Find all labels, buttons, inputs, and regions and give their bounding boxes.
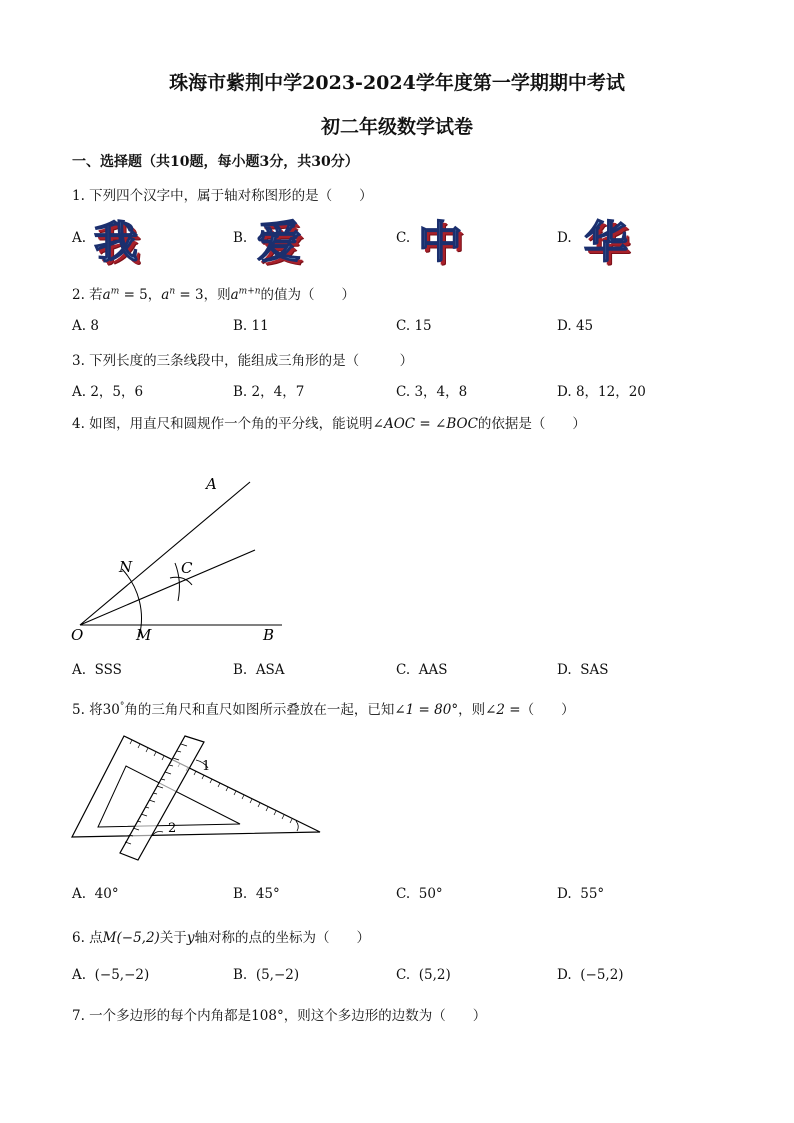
q3-option-b-label: B. [233, 384, 248, 400]
q2-sup-n: n [169, 286, 176, 297]
q1-option-a-label[interactable]: A. [72, 230, 87, 246]
q6-option-b-text: (5,−2) [255, 967, 300, 983]
q6-post: 轴对称的点的坐标为（ ） [194, 930, 370, 946]
q6-option-c-text: (5,2) [418, 967, 451, 983]
q3-option-a-label: A. [72, 384, 87, 400]
q6-option-a-text: (−5,−2) [94, 967, 150, 983]
label-a: A [206, 475, 217, 493]
q2-a-m: a [102, 287, 111, 303]
q4-math: ∠AOC = ∠BOC [372, 416, 478, 432]
question-1-stem: 1. 下列四个汉字中，属于轴对称图形的是（ ） [72, 188, 373, 204]
q4-option-a-text: SSS [94, 662, 122, 678]
q6-pre: 6. 点 [72, 930, 103, 946]
q2-option-d-label: D. [557, 318, 572, 334]
q3-option-d-text: 8，12，20 [575, 384, 646, 400]
q4-option-c-text: AAS [418, 662, 448, 678]
q1-option-c-char: 中 [418, 217, 462, 268]
q5-math2: ∠2 = [485, 702, 521, 718]
q4-figure-angle-bisector [60, 465, 300, 650]
q4-option-b-label: B. [233, 662, 248, 678]
q3-option-c-label: C. [396, 384, 411, 400]
q2-option-b-text: 11 [251, 318, 269, 334]
q3-option-c[interactable] [396, 380, 467, 400]
question-3-stem: 3. 下列长度的三条线段中，能组成三角形的是（ ） [72, 353, 414, 369]
q3-option-a[interactable] [72, 380, 143, 400]
q5-option-c-label: C. [396, 886, 411, 902]
label-b: B [263, 626, 275, 644]
q3-option-c-text: 3，4，8 [414, 384, 468, 400]
q5-option-d[interactable] [557, 886, 604, 902]
q7-pre: 7. 一个多边形的每个内角都是 [72, 1008, 252, 1024]
question-4-stem [72, 412, 586, 432]
q5-math1: ∠1 = 80° [394, 702, 459, 718]
q5-post: （ ） [520, 702, 575, 718]
label-angle-2: 2 [168, 821, 177, 836]
q2-eq2: = 3，则 [175, 287, 231, 303]
q5-option-b[interactable] [233, 886, 280, 902]
q6-option-d[interactable] [557, 967, 624, 983]
label-m: M [136, 626, 152, 644]
q1-option-c-label[interactable]: C. [396, 230, 411, 246]
q4-option-a-label: A. [72, 662, 87, 678]
q5-option-d-label: D. [557, 886, 572, 902]
q7-math: 108° [251, 1008, 284, 1024]
label-angle-1: 1 [202, 759, 211, 774]
q2-post: 的值为（ ） [260, 287, 356, 303]
label-o: O [71, 626, 84, 644]
q4-pre: 4. 如图，用直尺和圆规作一个角的平分线，能说明 [72, 416, 373, 432]
q2-option-a-label: A. [72, 318, 87, 334]
q5-option-b-label: B. [233, 886, 248, 902]
q1-option-a-char: 我 [94, 217, 138, 268]
page-title: 珠海市紫荆中学2023-2024学年度第一学期期中考试 [169, 72, 625, 94]
q3-option-b[interactable] [233, 380, 304, 400]
q5-option-c[interactable] [396, 886, 443, 902]
q6-option-a[interactable] [72, 967, 149, 983]
question-5-stem [72, 698, 575, 718]
page-subtitle: 初二年级数学试卷 [320, 116, 473, 138]
q5-option-a[interactable] [72, 886, 119, 902]
q2-option-c-text: 15 [414, 318, 432, 334]
q4-option-c[interactable] [396, 662, 447, 678]
q6-option-b[interactable] [233, 967, 299, 983]
q7-post: ，则这个多边形的边数为（ ） [283, 1008, 487, 1024]
q5-figure-triangle-ruler [68, 732, 328, 864]
q4-option-b-text: ASA [255, 662, 285, 678]
question-6-stem [72, 926, 370, 946]
q4-option-a[interactable] [72, 662, 122, 678]
q5-pre: 5. 将30 [72, 702, 120, 718]
q5-mid: 角的三角尺和直尺如图所示叠放在一起，已知 [124, 702, 395, 718]
q1-option-d-label[interactable]: D. [557, 230, 572, 246]
q6-mid: 关于 [159, 930, 187, 946]
question-2-stem [72, 283, 355, 303]
q5-option-b-text: 45° [255, 886, 280, 902]
label-c: C [181, 559, 193, 577]
q1-option-b-label[interactable]: B. [233, 230, 248, 246]
ray-oc [80, 550, 255, 625]
q2-sup-m: m [110, 286, 120, 297]
q2-option-a[interactable] [72, 318, 99, 334]
q6-option-c[interactable] [396, 967, 451, 983]
q1-option-d-char: 华 [584, 217, 628, 268]
ray-oa [80, 482, 250, 625]
q2-a-mn: a [230, 287, 239, 303]
q3-option-a-text: 2，5，6 [90, 384, 144, 400]
q5-sep: ，则 [458, 702, 486, 718]
q5-option-c-text: 50° [418, 886, 443, 902]
angle-30-arc [296, 821, 298, 831]
q5-option-d-text: 55° [580, 886, 605, 902]
q2-option-d[interactable] [557, 318, 593, 334]
q3-option-b-text: 2，4，7 [251, 384, 305, 400]
q3-option-d[interactable] [557, 380, 646, 400]
q2-option-c-label: C. [396, 318, 411, 334]
q2-option-b-label: B. [233, 318, 248, 334]
q6-option-d-label: D. [557, 967, 572, 983]
q6-axis: y [186, 930, 195, 946]
q6-option-c-label: C. [396, 967, 411, 983]
q5-option-a-label: A. [72, 886, 87, 902]
q6-option-d-text: (−5,2) [580, 967, 624, 983]
q2-option-d-text: 45 [575, 318, 594, 334]
arc-c-1 [175, 563, 179, 601]
q4-post: 的依据是（ ） [477, 416, 586, 432]
q2-a-n: a [161, 287, 170, 303]
q4-option-d-label: D. [557, 662, 572, 678]
q3-option-d-label: D. [557, 384, 572, 400]
q5-option-a-text: 40° [94, 886, 119, 902]
q2-eq1: = 5， [119, 287, 162, 303]
q1-option-b-char: 爱 [257, 217, 301, 268]
question-7-stem [72, 1004, 486, 1024]
q4-option-c-label: C. [396, 662, 411, 678]
q4-option-b[interactable] [233, 662, 285, 678]
q6-option-a-label: A. [72, 967, 87, 983]
q5-deg: ° [119, 701, 125, 712]
q6-point: M(−5,2) [102, 930, 160, 946]
q2-sup-mn: m+n [238, 286, 261, 297]
q2-option-a-text: 8 [90, 318, 99, 334]
q6-option-b-label: B. [233, 967, 248, 983]
section-heading: 一、选择题（共10题，每小题3分，共30分） [72, 154, 359, 170]
q2-pre: 2. 若 [72, 287, 103, 303]
label-n: N [119, 558, 133, 576]
q4-option-d-text: SAS [580, 662, 609, 678]
q4-option-d[interactable] [557, 662, 608, 678]
q2-option-c[interactable] [396, 318, 432, 334]
q2-option-b[interactable] [233, 318, 269, 334]
